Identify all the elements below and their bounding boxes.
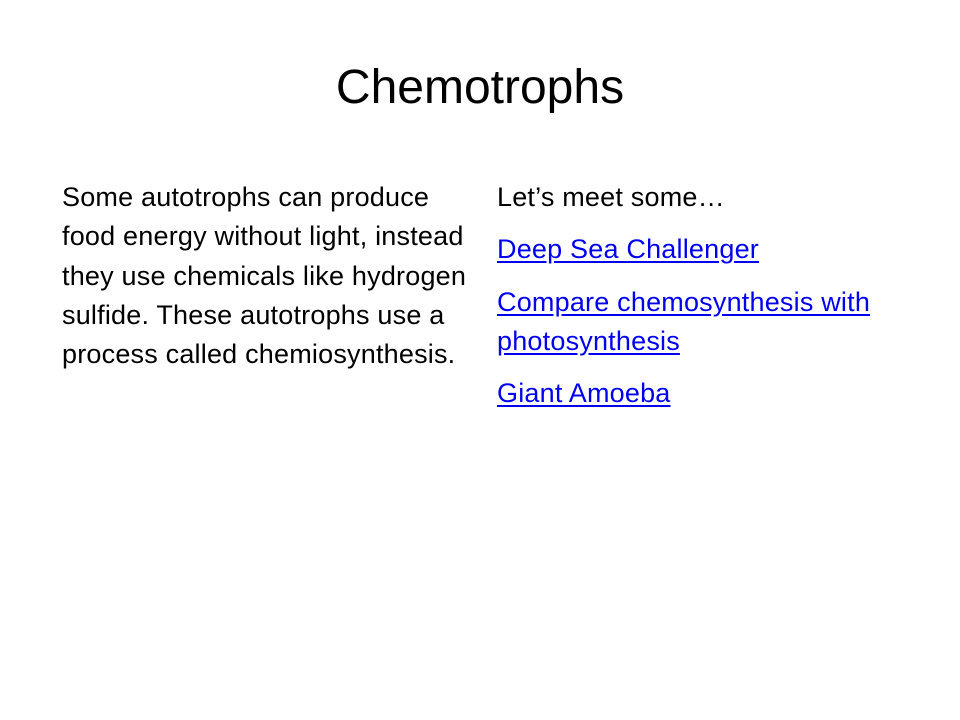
link-item-giant-amoeba: [497, 374, 917, 413]
link-item-deep-sea-challenger: [497, 230, 917, 269]
deep-sea-challenger-link[interactable]: Deep Sea Challenger: [497, 234, 759, 265]
link-item-compare-chemosynthesis: [497, 283, 917, 362]
giant-amoeba-link[interactable]: Giant Amoeba: [497, 378, 671, 409]
description-paragraph: Some autotrophs can produce food energy without light, instead they use chemicals like hydrogen sulfide. These autotrophs use a process called chemiosynthesis.: [62, 182, 467, 370]
compare-chemosynthesis-link[interactable]: Compare chemosynthesis with photosynthesis: [497, 286, 871, 356]
slide-title: Chemotrophs: [335, 61, 625, 114]
left-content-column: [62, 178, 472, 374]
right-content-column: [497, 178, 917, 413]
links-heading: Let’s meet some…: [497, 182, 725, 212]
